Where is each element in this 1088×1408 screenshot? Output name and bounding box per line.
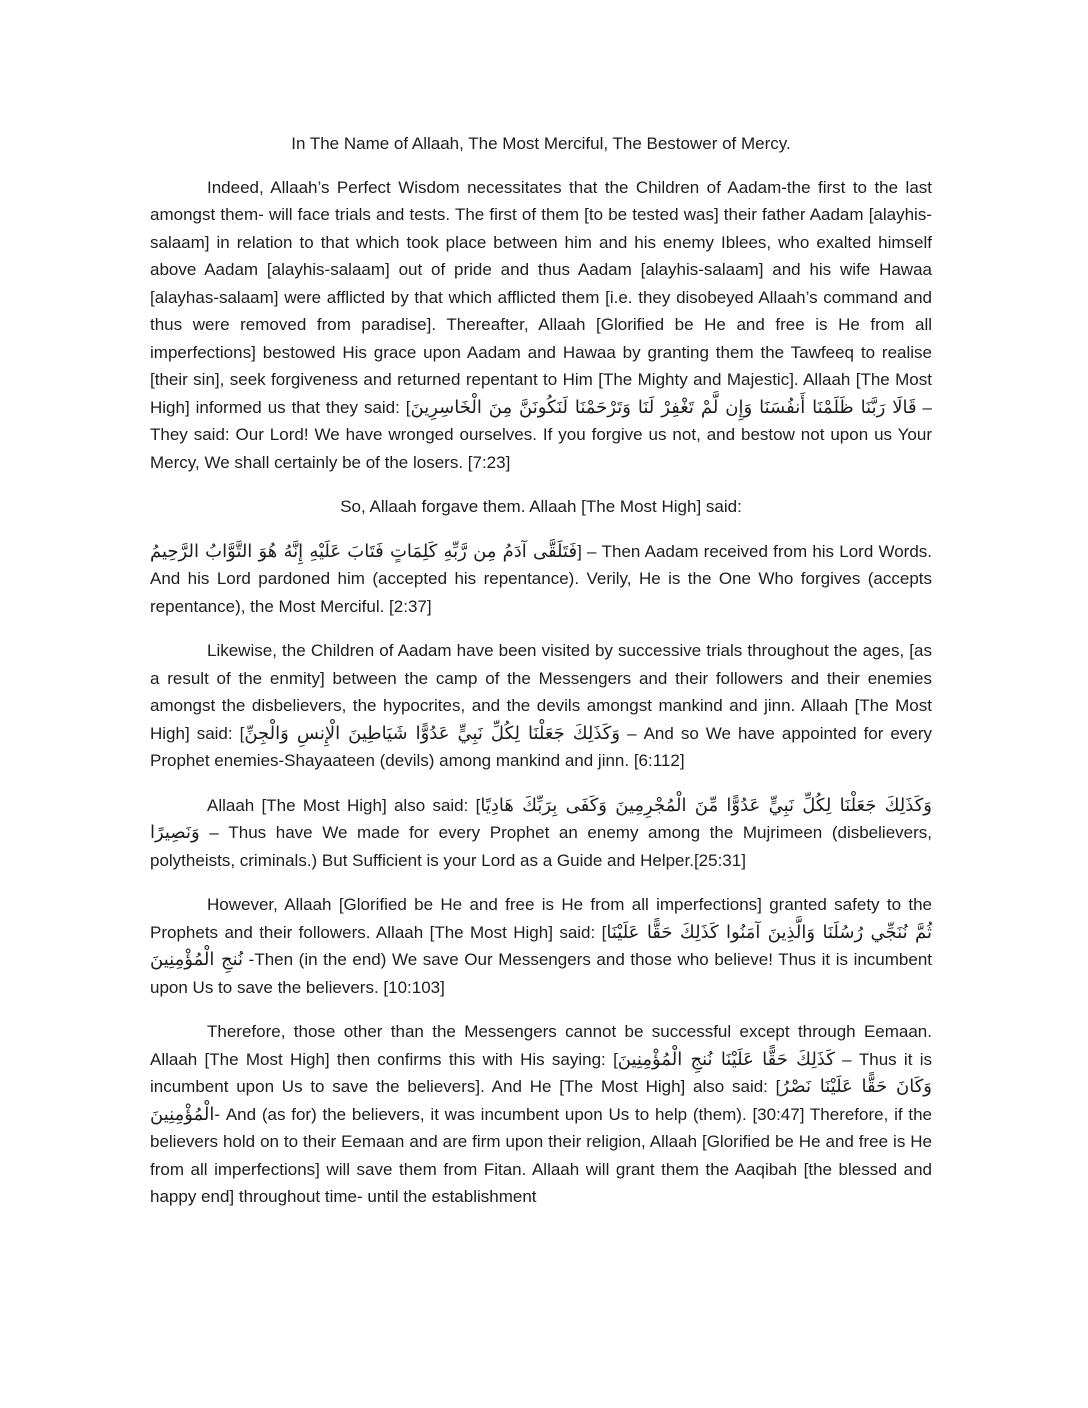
english-text: ] – Then Aadam received from his Lord Words. And his Lord pardoned him (accepted his repentance). Verily, He is the One Who forgives (accepts repentance), the Most Merciful. [2:37]: [150, 541, 933, 616]
document-paragraphs: [150, 174, 932, 1211]
paragraph-however-granted-safety: [150, 891, 932, 1001]
english-text: So, Allaah forgave them. Allaah [The Most High] said:: [340, 497, 742, 516]
english-text: -Then (in the end) We save Our Messengers and those who believe! Thus it is incumbent upon Us to save the believers. [10:103]: [150, 950, 932, 997]
english-text: – Thus have We made for every Prophet an enemy among the Mujrimeen (disbelievers, polytheists, criminals.) But Sufficient is your Lord as a Guide and Helper.[25:31]: [150, 823, 932, 870]
english-text: – And so We have appointed for every Prophet enemies-Shayaateen (devils) among mankind and jinn. [6:112]: [150, 723, 933, 770]
paragraph-likewise-children-of-aadam: [150, 637, 932, 775]
paragraph-verse-25-31: [150, 792, 932, 875]
document-title: In The Name of Allaah, The Most Merciful, The Bestower of Mercy.: [291, 134, 791, 153]
english-text: Likewise, the Children of Aadam have been visited by successive trials throughout the ages, [as a result of the enmity] between the camp of the Messengers and their followers and their enemies amongst the disbelievers, the hypocrites, and the devils amongst mankind and jinn. Allaah [The Most High] said: [: [150, 641, 932, 743]
paragraph-intro-trials: [150, 174, 932, 477]
english-text: - And (as for) the believers, it was incumbent upon Us to help (them). [30:47] Therefore, if the believers hold on to their Eemaan and are firm upon their religion, Allaah [Glorified be He and free is He from all imperfections] will save them from Fitan. Allaah will grant them the Aaqibah [the blessed and happy end] throughout time- until the establishment: [150, 1104, 932, 1206]
arabic-verse-text: كَذَلِكَ حَقًّا عَلَيْنَا نُنجِ الْمُؤْمِنِينَ: [617, 1048, 835, 1070]
english-text: – They said: Our Lord! We have wronged ourselves. If you forgive us not, and bestow not upon us Your Mercy, We shall certainly be of the losers. [7:23]: [150, 397, 932, 472]
arabic-verse-text: ثُمَّ نُنَجِّي رُسُلَنَا وَالَّذِينَ آمَنُوا كَذَلِكَ حَقًّا عَلَيْنَا نُنجِ الْمُؤْمِنِينَ: [150, 921, 933, 970]
arabic-verse-text: وَكَذَلِكَ جَعَلْنَا لِكُلِّ نَبِيٍّ عَدُوًّا شَيَاطِينَ الْإِنسِ وَالْجِنِّ: [244, 722, 621, 744]
arabic-verse-text: فَتَلَقَّى آدَمُ مِن رَّبِّهِ كَلِمَاتٍ فَتَابَ عَلَيْهِ إِنَّهُ هُوَ التَّوَّابُ الرَّحِيمُ: [150, 540, 578, 562]
english-text: Therefore, those other than the Messengers cannot be successful except through Eemaan. Allaah [The Most High] then confirms this with His saying: [: [150, 1022, 932, 1069]
english-text: – Thus it is incumbent upon Us to save the believers]. And He [The Most High] also said: [: [150, 1049, 932, 1096]
arabic-verse-text: قَالَا رَبَّنَا ظَلَمْنَا أَنفُسَنَا وَإِن لَّمْ تَغْفِرْ لَنَا وَتَرْحَمْنَا لَنَكُونَنَّ مِنَ الْخَاسِرِينَ: [410, 396, 917, 418]
paragraph-verse-2-37: [150, 538, 932, 621]
arabic-verse-text: وَكَانَ حَقًّا عَلَيْنَا نَصْرُ الْمُؤْمِنِينَ: [150, 1076, 932, 1125]
english-text: Indeed, Allaah’s Perfect Wisdom necessitates that the Children of Aadam-the first to the last amongst them- will face trials and tests. The first of them [to be tested was] their father Aadam [alayhis-salaam] in relation to that which took place between him and his enemy Iblees, who exalted himself above Aadam [alayhis-salaam] out of pride and thus Aadam [alayhis-salaam] and his wife Hawaa [alayhas-salaam] were afflicted by that which afflicted them [i.e. they disobeyed Allaah’s command and thus were removed from paradise]. Thereafter, Allaah [Glorified be He and free is He from all imperfections] bestowed His grace upon Aadam and Hawaa by granting them the Tawfeeq to realise [their sin], seek forgiveness and returned repentant to Him [The Mighty and Majestic]. Allaah [The Most High] informed us that they said: [: [150, 177, 932, 417]
english-text: Allaah [The Most High] also said: [: [207, 795, 481, 815]
paragraph-therefore-eemaan: [150, 1018, 932, 1211]
arabic-verse-text: وَكَذَلِكَ جَعَلْنَا لِكُلِّ نَبِيٍّ عَدُوًّا مِّنَ الْمُجْرِمِينَ وَكَفَى بِرَبِّكَ هَادِيًا وَنَصِيرًا: [150, 794, 932, 843]
paragraph-so-allaah-forgave: [150, 493, 932, 521]
document-content: [150, 130, 932, 1228]
english-text: However, Allaah [Glorified be He and free is He from all imperfections] granted safety to the Prophets and their followers. Allaah [The Most High] said: [: [150, 895, 932, 942]
